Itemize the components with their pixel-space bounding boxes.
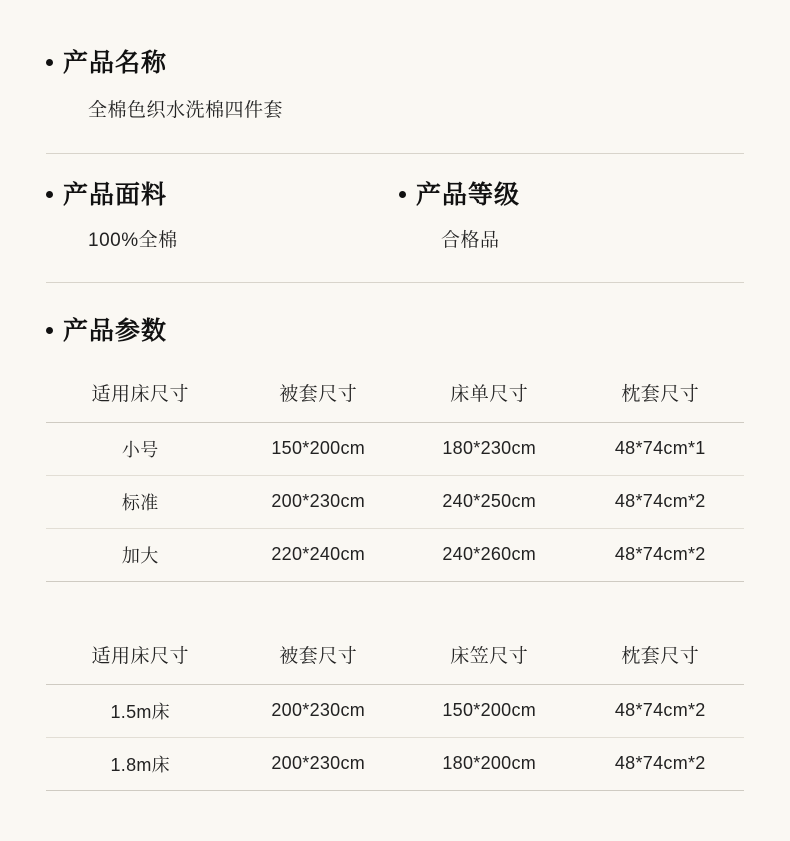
grade-heading-row [399, 182, 744, 210]
spec-table-quilt-sheet [46, 368, 744, 582]
table-row [46, 422, 744, 475]
table-cell: 48*74cm*2 [614, 700, 706, 720]
table-cell: 200*230cm [271, 753, 366, 773]
table-cell: 48*74cm*2 [614, 544, 706, 564]
table-cell: 小号 [121, 439, 159, 460]
grade-value: 合格品 [441, 230, 500, 251]
column-header: 床笠尺寸 [450, 645, 529, 667]
table-row [46, 528, 744, 581]
product-name-heading-row [46, 50, 744, 78]
table-cell: 180*230cm [442, 438, 537, 458]
table-cell: 48*74cm*2 [614, 753, 706, 773]
table-cell: 180*200cm [442, 753, 537, 773]
column-header: 被套尺寸 [279, 383, 358, 405]
section-fabric-grade [46, 154, 744, 253]
product-name-value: 全棉色织水洗棉四件套 [88, 99, 284, 121]
table-header-row [46, 368, 744, 423]
table-cell: 150*200cm [271, 438, 366, 458]
grade-heading: 产品等级 [416, 180, 521, 209]
bullet-dot-icon [399, 191, 406, 198]
table-row [46, 684, 744, 737]
fabric-heading: 产品面料 [63, 180, 168, 209]
fabric-heading-row [46, 182, 399, 210]
spec-table-quilt-fitted [46, 630, 744, 791]
params-heading: 产品参数 [63, 317, 168, 345]
bullet-dot-icon [46, 327, 53, 334]
column-header: 适用床尺寸 [91, 645, 189, 667]
bullet-dot-icon [46, 59, 53, 66]
table-row [46, 475, 744, 528]
column-header: 床单尺寸 [450, 383, 529, 405]
table-cell: 200*230cm [271, 700, 366, 720]
column-header: 枕套尺寸 [621, 645, 700, 667]
section-grade [399, 182, 744, 253]
table-cell: 1.8m床 [110, 754, 170, 775]
bullet-dot-icon [46, 191, 53, 198]
table-cell: 150*200cm [442, 700, 537, 720]
table-cell: 240*260cm [442, 544, 537, 564]
table-cell: 标准 [121, 492, 159, 513]
table-cell: 1.5m床 [110, 701, 170, 722]
section-params [46, 283, 744, 791]
section-product-name [46, 0, 744, 122]
params-heading-row [46, 318, 744, 346]
table-row [46, 737, 744, 790]
section-fabric [46, 182, 399, 253]
table-cell: 220*240cm [271, 544, 366, 564]
column-header: 被套尺寸 [279, 645, 358, 667]
table-spacer [46, 582, 744, 608]
table-cell: 48*74cm*2 [614, 491, 706, 511]
table-cell: 240*250cm [442, 491, 537, 511]
table-cell: 加大 [121, 545, 159, 566]
fabric-value: 100%全棉 [88, 230, 178, 251]
table-header-row [46, 630, 744, 685]
column-header: 枕套尺寸 [621, 383, 700, 405]
column-header: 适用床尺寸 [91, 383, 189, 405]
table-cell: 200*230cm [271, 491, 366, 511]
product-name-heading: 产品名称 [63, 49, 168, 77]
table-cell: 48*74cm*1 [614, 438, 706, 458]
